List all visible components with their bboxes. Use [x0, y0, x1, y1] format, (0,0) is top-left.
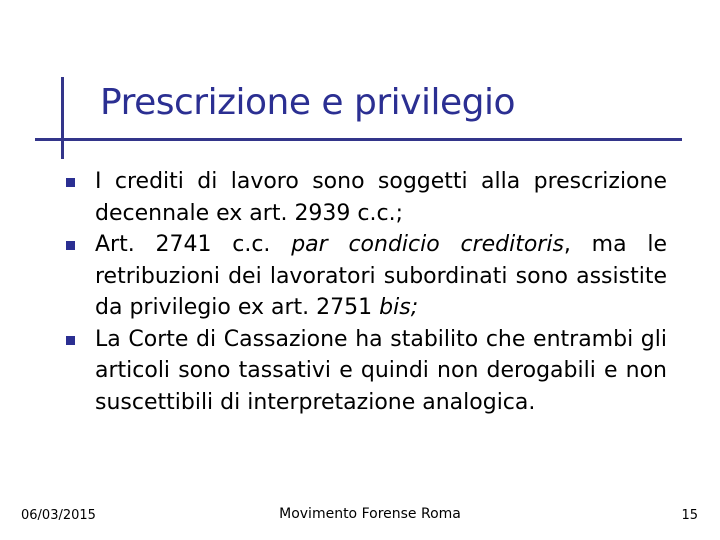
footer-organization: Movimento Forense Roma	[279, 506, 461, 522]
square-bullet-icon	[66, 241, 75, 250]
square-bullet-icon	[66, 336, 75, 345]
title-vertical-rule	[61, 77, 64, 159]
footer-date: 06/03/2015	[21, 508, 96, 523]
bullet-text-0-seg-0: I crediti di lavoro sono soggetti alla prescrizione decennale ex art. 2939 c.c.;	[95, 169, 667, 226]
bullet-text-2-seg-0: La Corte di Cassazione ha stabilito che entrambi gli articoli sono tassativi e quindi non derogabili e non suscettibili di interpretazione analogica.	[95, 326, 667, 415]
bullet-item-privilegio	[58, 229, 667, 324]
bullet-list	[58, 166, 667, 418]
square-bullet-icon	[66, 178, 75, 187]
bullet-text-1-seg-1: par condicio creditoris	[291, 232, 564, 257]
bullet-text-1-seg-3: bis;	[379, 295, 419, 320]
bullet-item-cassazione	[58, 324, 667, 419]
slide-title: Prescrizione e privilegio	[100, 82, 515, 123]
footer-page-number: 15	[681, 508, 698, 523]
bullet-text-1-seg-2: , ma le retribuzioni dei lavoratori subordinati sono assistite da privilegio ex art. 2751	[95, 232, 668, 320]
title-horizontal-rule	[35, 138, 682, 141]
bullet-item-prescrizione	[58, 166, 667, 229]
bullet-text-1-seg-0: Art. 2741 c.c.	[95, 232, 292, 257]
